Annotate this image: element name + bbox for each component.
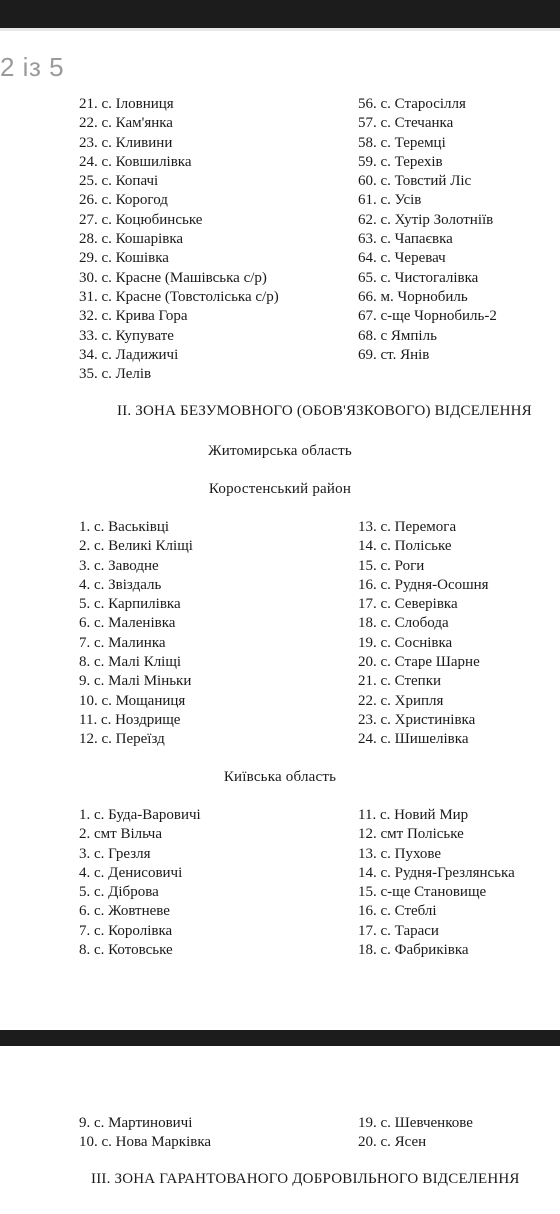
- list-item: 10. с. Нова Марківка: [79, 1134, 212, 1151]
- zhytomyr-list-left: [79, 518, 193, 750]
- list-item: 1. с. Васьківці: [79, 519, 170, 535]
- list-item: 24. с. Шишелівка: [358, 731, 469, 748]
- region-title-zhytomyr: Житомирська область: [208, 443, 352, 459]
- page2-list-left: [79, 1114, 211, 1153]
- list-item: 21. с. Іловниця: [79, 96, 174, 112]
- section-heading-zone-ii: II. ЗОНА БЕЗУМОВНОГО (ОБОВ'ЯЗКОВОГО) ВІДСЕЛЕННЯ: [117, 403, 532, 419]
- list-item: 20. с. Ясен: [358, 1134, 427, 1151]
- list-item: 10. с. Мощаниця: [79, 692, 186, 709]
- list-item: 2. с. Великі Кліщі: [79, 538, 193, 555]
- list-item: 5. с. Карпилівка: [79, 596, 181, 613]
- list-item: 27. с. Коцюбинське: [79, 211, 203, 228]
- list-item: 2. смт Вільча: [79, 826, 163, 843]
- list-item: 69. ст. Янів: [358, 346, 430, 363]
- list-item: 68. с Ямпіль: [358, 327, 437, 344]
- list-item: 34. с. Ладижичі: [79, 346, 179, 363]
- list-item: 16. с. Рудня-Осошня: [358, 576, 489, 593]
- region-title-kyiv: Київська область: [223, 769, 337, 785]
- list-item: 11. с. Ноздрище: [79, 711, 181, 728]
- list-item: 4. с. Звіздаль: [79, 576, 162, 593]
- list-item: 8. с. Малі Кліщі: [79, 654, 182, 671]
- list-item: 17. с. Северівка: [358, 596, 458, 613]
- list-item: 31. с. Красне (Товстоліська с/р): [79, 288, 279, 305]
- kyiv-list-left: [79, 806, 201, 960]
- list-item: 30. с. Красне (Машівська с/р): [79, 269, 267, 286]
- page-separator-band: [0, 1030, 560, 1046]
- list-item: 64. с. Черевач: [358, 250, 446, 267]
- list-item: 60. с. Товстий Ліс: [358, 173, 472, 190]
- list-item: 12. с. Переїзд: [79, 731, 165, 748]
- list-item: 5. с. Діброва: [79, 884, 159, 901]
- list-item: 1. с. Буда-Варовичі: [79, 807, 201, 823]
- list-item: 32. с. Крива Гора: [79, 308, 188, 325]
- list-item: 7. с. Малинка: [79, 634, 166, 651]
- kyiv-list-right: [358, 806, 515, 960]
- list-item: 24. с. Ковшилівка: [79, 153, 192, 170]
- list-item: 22. с. Хрипля: [358, 692, 444, 709]
- list-item: 35. с. Лелів: [79, 366, 152, 383]
- list-item: 9. с. Малі Міньки: [79, 673, 192, 690]
- list-item: 62. с. Хутір Золотніїв: [358, 211, 494, 228]
- list-item: 58. с. Теремці: [358, 134, 446, 151]
- list-item: 57. с. Стечанка: [358, 115, 454, 132]
- list-item: 3. с. Грезля: [79, 845, 151, 862]
- list-item: 14. с. Рудня-Грезлянська: [358, 864, 515, 881]
- section-heading-zone-iii: III. ЗОНА ГАРАНТОВАНОГО ДОБРОВІЛЬНОГО ВІДСЕЛЕННЯ: [91, 1171, 520, 1187]
- list-item: 20. с. Старе Шарне: [358, 654, 480, 671]
- list-item: 59. с. Терехів: [358, 153, 443, 170]
- list-item: 65. с. Чистогалівка: [358, 269, 479, 286]
- list-item: 15. с. Роги: [358, 557, 425, 574]
- list-item: 11. с. Новий Мир: [358, 807, 469, 823]
- list-item: 17. с. Тараси: [358, 922, 439, 939]
- list-item: 12. смт Поліське: [358, 826, 464, 843]
- list-item: 23. с. Христинівка: [358, 711, 476, 728]
- list-item: 3. с. Заводне: [79, 557, 159, 574]
- list-item: 26. с. Корогод: [79, 192, 168, 209]
- list-item: 15. с-ще Становище: [358, 884, 487, 901]
- page-shadow: [0, 28, 560, 31]
- list-item: 67. с-ще Чорнобиль-2: [358, 308, 497, 325]
- list-item: 28. с. Кошарівка: [79, 231, 184, 248]
- list-item: 9. с. Мартиновичі: [79, 1115, 193, 1131]
- list-item: 6. с. Маленівка: [79, 615, 176, 632]
- list-item: 6. с. Жовтневе: [79, 903, 170, 920]
- list-column-left: [79, 95, 279, 384]
- list-item: 13. с. Перемога: [358, 519, 457, 535]
- list-item: 21. с. Степки: [358, 673, 442, 690]
- list-item: 7. с. Королівка: [79, 922, 173, 939]
- list-item: 18. с. Фабриківка: [358, 942, 469, 959]
- list-item: 19. с. Соснівка: [358, 634, 453, 651]
- list-item: 16. с. Стеблі: [358, 903, 437, 920]
- list-item: 33. с. Купувате: [79, 327, 174, 344]
- list-item: 18. с. Слобода: [358, 615, 449, 632]
- list-item: 13. с. Пухове: [358, 845, 442, 862]
- list-item: 61. с. Усів: [358, 192, 422, 209]
- page-counter: 2 із 5: [0, 52, 65, 82]
- list-item: 29. с. Кошівка: [79, 250, 169, 267]
- list-item: 66. м. Чорнобиль: [358, 288, 468, 305]
- list-item: 19. с. Шевченкове: [358, 1115, 473, 1131]
- top-dark-band: [0, 0, 560, 28]
- district-title-korosten: Коростенський район: [208, 481, 352, 497]
- list-item: 63. с. Чапаєвка: [358, 231, 453, 248]
- list-item: 8. с. Котовське: [79, 942, 173, 959]
- list-item: 22. с. Кам'янка: [79, 115, 173, 132]
- page2-list-right: [358, 1114, 473, 1153]
- list-item: 25. с. Копачі: [79, 173, 159, 190]
- list-column-right: [358, 95, 497, 365]
- list-item: 4. с. Денисовичі: [79, 864, 183, 881]
- list-item: 56. с. Старосілля: [358, 96, 466, 112]
- list-item: 14. с. Поліське: [358, 538, 452, 555]
- list-item: 23. с. Кливини: [79, 134, 173, 151]
- zhytomyr-list-right: [358, 518, 489, 750]
